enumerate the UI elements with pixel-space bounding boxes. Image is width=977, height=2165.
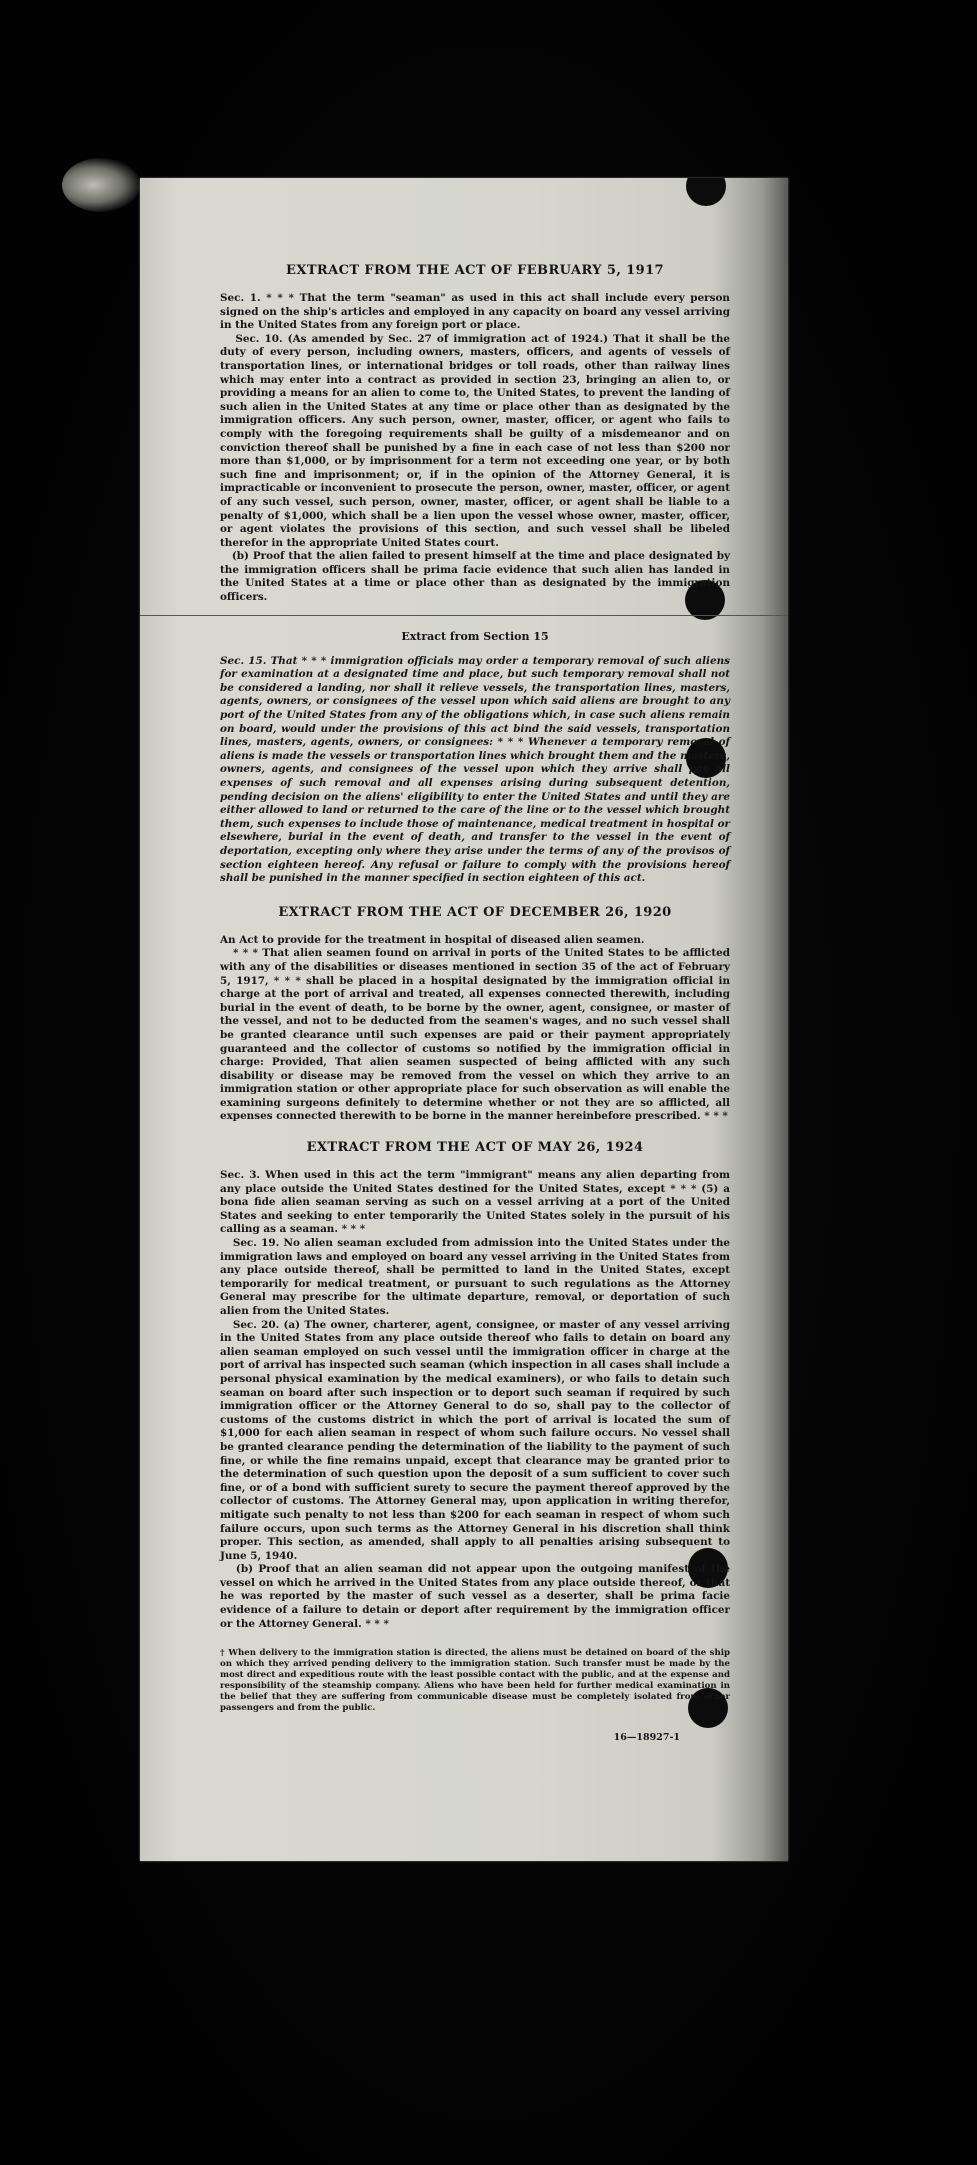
- section-title: EXTRACT FROM THE ACT OF MAY 26, 1924: [306, 1140, 644, 1156]
- form-number: 16—18927-1: [613, 1732, 680, 1744]
- film-speck: [62, 158, 140, 212]
- section-body: An Act to provide for the treatment in hospital of diseased alien seamen. * * * That alien seamen found on arrival in ports of the United States to be afflicted with any of the disabilities or diseases mentioned in section 35 of the act of February 5, 1917, * * * shall be placed in a hospital designated by the immigration official in charge at the port of arrival and treated, all expenses connected therewith, including burial in the event of death, to be borne by the owner, agent, consignee, or master of the vessel, and not to be deducted from the seamen's wages, and no such vessel shall be granted clearance until such expenses are paid or their payment appropriately guaranteed and the collector of customs so notified by the immigration official in charge: Provided, That alien seamen suspected of being afflicted with any such disability or disease may be removed from the vessel on which they arrive to an immigration station or other appropriate place for such observation as will enable the examining surgeons definitely to determine whether or not they are so afflicted, all expenses connected therewith to be borne in the manner hereinbefore prescribed. * * *: [220, 933, 730, 1123]
- section-title: Extract from Section 15: [401, 629, 549, 643]
- section-body: Sec. 15. That * * * immigration officials may order a temporary removal of such aliens for examination at a designated time and place, but such temporary removal shall not be considered a landing, nor shall it relieve vessels, the transportation lines, masters, agents, owners, or consignees of the vessel upon which said aliens are brought to any port of the United States from any of the obligations which, in case such aliens remain on board, would under the provisions of this act bind the said vessels, transportation lines, masters, agents, owners, or consignees: * * * Whenever a temporary removal of aliens is made the vessels or transportation lines which brought them and the masters, owners, agents, and consignees of the vessel upon which they arrive shall pay all expenses of such removal and all expenses arising during subsequent detention, pending decision on the aliens' eligibility to enter the United States and until they are either allowed to land or returned to the care of the line or to the vessel which brought them, such expenses to include those of maintenance, medical treatment in hospital or elsewhere, burial in the event of death, and transfer to the vessel in the event of deportation, excepting only where they arise under the terms of any of the provisos of section eighteen hereof. Any refusal or failure to comply with the provisions hereof shall be punished in the manner specified in section eighteen of this act.: [220, 654, 734, 885]
- section-body: Sec. 1. * * * That the term "seaman" as used in this act shall include every person signed on the ship's articles and employed in any capacity on board any vessel arriving in the United States from any foreign port or place. Sec. 10. (As amended by Sec. 27 of immigration act of 1924.) That it shall be the duty of every person, including owners, masters, officers, and agents of vessels of transportation lines, or international bridges or toll roads, other than railway lines which may enter into a contract as provided in section 23, bringing an alien to, or providing a means for an alien to come to, the United States, to prevent the landing of such alien in the United States at any time or place other than as designated by the immigration officers. Any such person, owner, master, officer, or agent who fails to comply with the foregoing requirements shall be guilty of a misdemeanor and on conviction thereof shall be punished by a fine in each case of not less than $200 nor more than $1,000, or by imprisonment for a term not exceeding one year, or by both such fine and imprisonment; or, if in the opinion of the Attorney General, it is impracticable or inconvenient to prosecute the person, owner, master, officer, or agent of any such vessel, such person, owner, master, officer, or agent shall be liable to a penalty of $1,000, which shall be a lien upon the vessel whose owner, master, officer, or agent violates the provisions of this section, and such vessel shall be libeled therefor in the appropriate United States court. (b) Proof that the alien failed to present himself at the time and place designated by the immigration officers shall be prima facie evidence that such alien has landed in the United States at a time or place other than as designated by the immigration officers.: [220, 292, 730, 604]
- document-page: [140, 178, 788, 1861]
- punch-hole: [686, 178, 726, 206]
- section-body: Sec. 3. When used in this act the term "immigrant" means any alien departing from any place outside the United States destined for the United States, except * * * (5) a bona fide alien seaman serving as such on a vessel arriving at a port of the United States and seeking to enter temporarily the United States solely in the pursuit of his calling as a seaman. * * * Sec. 19. No alien seaman excluded from admission into the United States under the immigration laws and employed on board any vessel arriving in the United States from any place outside thereof, shall be permitted to land in the United States, except temporarily for medical treatment, or pursuant to such regulations as the Attorney General may prescribe for the ultimate departure, removal, or deportation of such alien from the United States. Sec. 20. (a) The owner, charterer, agent, consignee, or master of any vessel arriving in the United States from any place outside thereof who fails to detain on board any alien seaman employed on such vessel until the immigration officer in charge at the port of arrival has inspected such seaman (which inspection in all cases shall include a personal physical examination by the medical examiners), or who fails to detain such seaman on board after such inspection or to deport such seaman if required by such immigration officer or the Attorney General to do so, shall pay to the collector of customs of the customs district in which the port of arrival is located the sum of $1,000 for each alien seaman in respect of whom such failure occurs. No vessel shall be granted clearance pending the determination of the liability to the payment of such fine, or while the fine remains unpaid, except that clearance may be granted prior to the determination of such question upon the deposit of a sum sufficient to cover such fine, or of a bond with sufficient surety to secure the payment thereof approved by the collector of customs. The Attorney General may, upon application in writing therefor, mitigate such penalty to not less than $200 for each seaman in respect of whom such failure occurs, upon such terms as the Attorney General in his discretion shall think proper. This section, as amended, shall apply to all penalties arising subsequent to June 5, 1940. (b) Proof that an alien seaman did not appear upon the outgoing manifest of the vessel on which he arrived in the United States from any place outside thereof, or that he was reported by the master of such vessel as a deserter, shall be prima facie evidence of a failure to detain or deport after requirement by the immigration officer or the Attorney General. * * *: [220, 1169, 730, 1630]
- document-text: [220, 258, 734, 1744]
- section-title: EXTRACT FROM THE ACT OF FEBRUARY 5, 1917: [286, 263, 664, 278]
- divider: [220, 892, 730, 893]
- section-title: EXTRACT FROM THE ACT OF DECEMBER 26, 1920: [278, 904, 672, 920]
- footnote: † When delivery to the immigration station is directed, the aliens must be detained on board of the ship on which they arrived pending delivery to the immigration station. Such transfer must be made by the most direct and expeditious route with the least possible contact with the public, and at the expense and responsibility of the steamship company. Aliens who have been held for further medical examination in the belief that they are suffering from communicable disease must be completely isolated from other passengers and from the public.: [220, 1648, 733, 1714]
- divider: [140, 615, 788, 616]
- footnote-rule: [220, 1641, 730, 1642]
